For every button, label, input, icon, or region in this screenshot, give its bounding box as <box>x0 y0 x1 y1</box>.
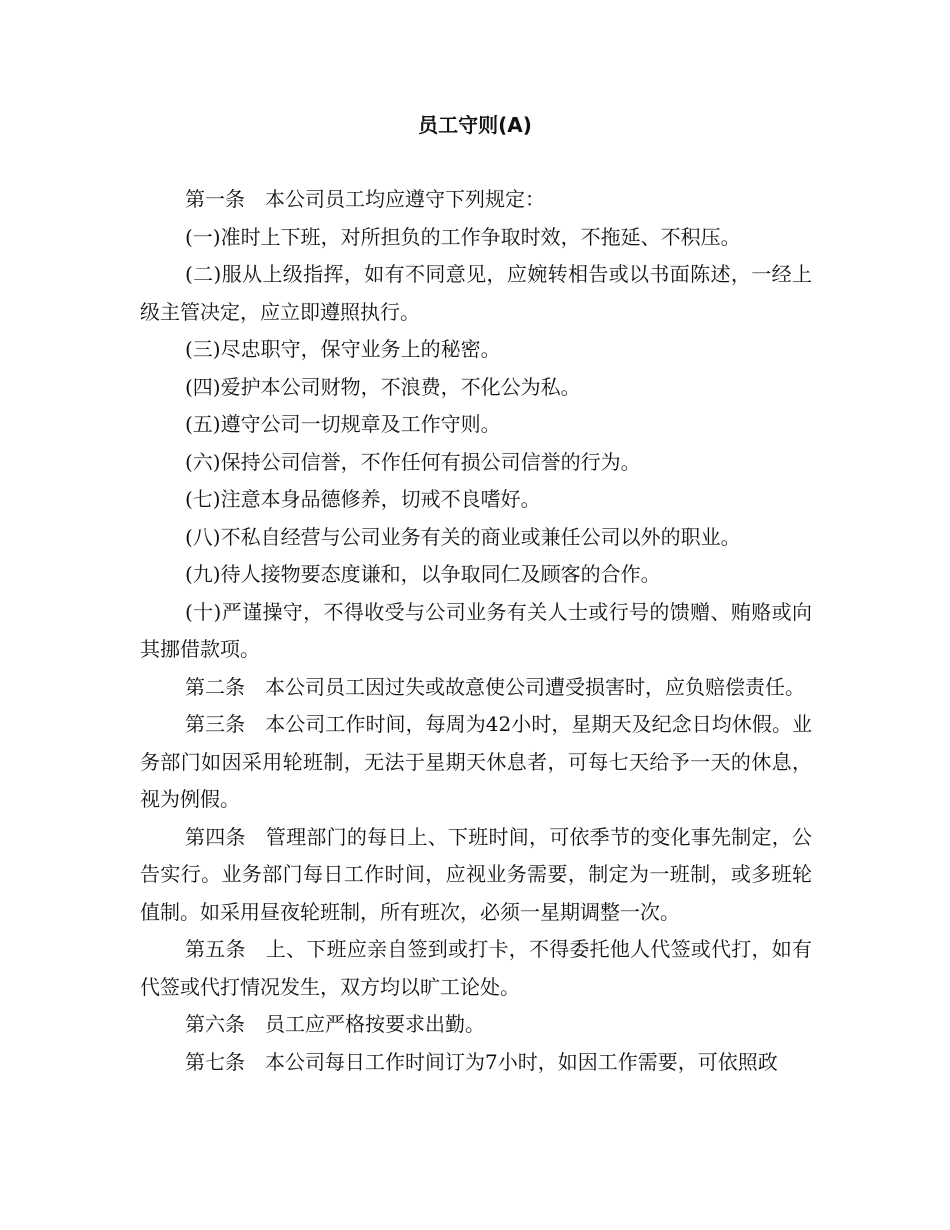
paragraph-item-5: (五)遵守公司一切规章及工作守则。 <box>185 412 501 436</box>
paragraph-item-3: (三)尽忠职守，保守业务上的秘密。 <box>185 337 501 361</box>
paragraph-article-3: 第三条 本公司工作时间，每周为42小时，星期天及纪念日均休假。业务部门如因采用轮班制，无法于星期天休息者，可每七天给予一天的休息，视为例假。 <box>140 712 812 811</box>
paragraph-item-8: (八)不私自经营与公司业务有关的商业或兼任公司以外的职业。 <box>185 524 741 549</box>
document-title: 员工守则(A) <box>418 113 532 137</box>
paragraph-article-7: 第七条 本公司每日工作时间订为7小时，如因工作需要，可依照政 <box>185 1049 778 1074</box>
paragraph-article-1: 第一条 本公司员工均应遵守下列规定： <box>185 187 545 211</box>
paragraph-item-10: (十)严谨操守，不得收受与公司业务有关人士或行号的馈赠、贿赂或向其挪借款项。 <box>140 599 812 661</box>
paragraph-item-2: (二)服从上级指挥，如有不同意见，应婉转相告或以书面陈述，一经上级主管决定，应立即遵照执行。 <box>140 262 812 324</box>
document-body <box>140 181 812 1081</box>
paragraph-item-1: (一)准时上下班，对所担负的工作争取时效，不拖延、不积压。 <box>185 224 741 249</box>
paragraph-item-6: (六)保持公司信誉，不作任何有损公司信誉的行为。 <box>185 449 641 474</box>
paragraph-item-7: (七)注意本身品德修养，切戒不良嗜好。 <box>185 487 541 511</box>
paragraph-article-4: 第四条 管理部门的每日上、下班时间，可依季节的变化事先制定，公告实行。业务部门每日工作时间，应视业务需要，制定为一班制，或多班轮值制。如采用昼夜轮班制，所有班次，必须一星期调整一次。 <box>140 824 812 924</box>
paragraph-item-4: (四)爱护本公司财物，不浪费，不化公为私。 <box>185 374 581 399</box>
paragraph-article-2: 第二条 本公司员工因过失或故意使公司遭受损害时，应负赔偿责任。 <box>185 674 805 699</box>
paragraph-article-6: 第六条 员工应严格按要求出勤。 <box>185 1012 485 1036</box>
paragraph-article-5: 第五条 上、下班应亲自签到或打卡，不得委托他人代签或代打，如有代签或代打情况发生，双方均以旷工论处。 <box>140 937 812 999</box>
paragraph-item-9: (九)待人接物要态度谦和，以争取同仁及顾客的合作。 <box>185 562 661 586</box>
